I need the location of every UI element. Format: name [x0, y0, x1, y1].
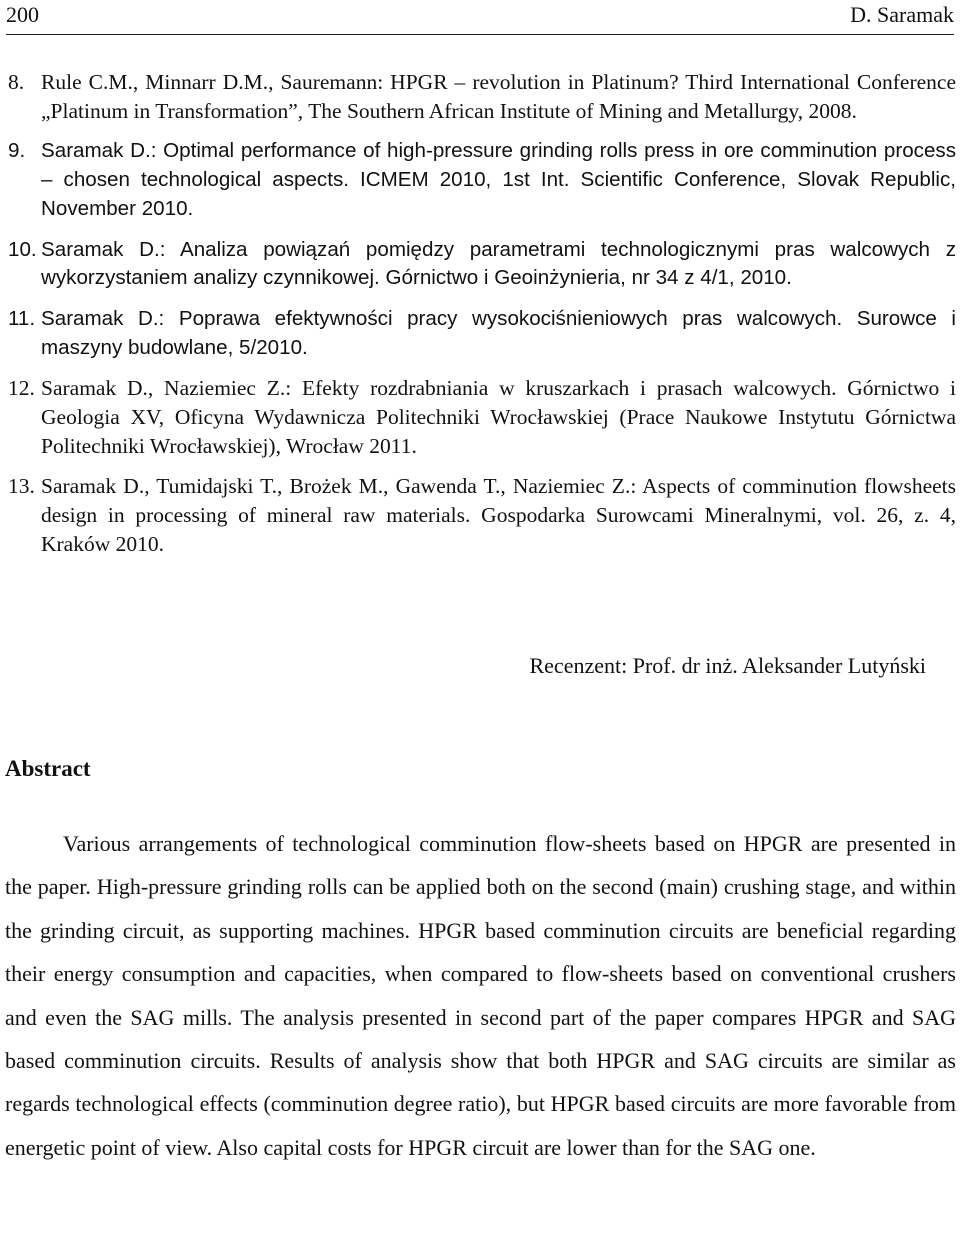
reviewer-line: Recenzent: Prof. dr inż. Aleksander Lutyński	[529, 653, 926, 678]
reference-text: Saramak D.: Poprawa efektywności pracy wysokociśnieniowych pras walcowych. Surowce i maszyny budowlane, 5/2010.	[41, 306, 956, 359]
reference-item-11	[8, 305, 956, 362]
reference-text: Rule C.M., Minnarr D.M., Sauremann: HPGR – revolution in Platinum? Third International Conference „Platinum in Transformation”, The Southern African Institute of Mining and Metallurgy, 2008.	[41, 70, 956, 123]
reference-number: 10.	[8, 237, 37, 261]
reference-number: 8.	[8, 70, 25, 94]
reference-list	[8, 68, 956, 571]
page-number: 200	[6, 2, 39, 27]
reference-number: 12.	[8, 376, 35, 401]
reference-number: 11.	[8, 306, 36, 330]
abstract-heading: Abstract	[5, 756, 91, 781]
reference-item-9	[8, 137, 956, 223]
reference-text: Saramak D., Naziemiec Z.: Efekty rozdrabniania w kruszarkach i prasach walcowych. Górnictwo i Geologia XV, Oficyna Wydawnicza Politechniki Wrocławskiej (Prace Naukowe Instytutu Górnictwa Politechniki Wrocławskiej), Wrocław 2011.	[41, 376, 956, 458]
reference-number: 13.	[8, 474, 35, 499]
reference-item-13	[8, 472, 956, 558]
reference-item-8	[8, 68, 956, 125]
reference-text: Saramak D., Tumidajski T., Brożek M., Gawenda T., Naziemiec Z.: Aspects of comminution flowsheets design in processing of mineral raw materials. Gospodarka Surowcami Mineralnymi, vol. 26, z. 4, Kraków 2010.	[41, 474, 956, 556]
reference-text: Saramak D.: Optimal performance of high-pressure grinding rolls press in ore comminution process – chosen technological aspects. ICMEM 2010, 1st Int. Scientific Conference, Slovak Republic, November 2010.	[41, 139, 956, 220]
running-head: D. Saramak	[850, 2, 954, 27]
page-header	[6, 0, 954, 35]
reference-text: Saramak D.: Analiza powiązań pomiędzy parametrami technologicznymi pras walcowych z wykorzystaniem analizy czynnikowej. Górnictwo i Geoinżynieria, nr 34 z 4/1, 2010.	[41, 237, 956, 290]
reference-item-10	[8, 236, 956, 293]
reference-item-12	[8, 374, 956, 460]
reference-number: 9.	[8, 139, 26, 163]
abstract-body: Various arrangements of technological comminution flow-sheets based on HPGR are presented in the paper. High-pressure grinding rolls can be applied both on the second (main) crushing stage, and within the grinding circuit, as supporting machines. HPGR based comminution circuits are beneficial regarding their energy consumption and capacities, when compared to flow-sheets based on conventional crushers and even the SAG mills. The analysis presented in second part of the paper compares HPGR and SAG based comminution circuits. Results of analysis show that both HPGR and SAG circuits are similar as regards technological effects (comminution degree ratio), but HPGR based circuits are more favorable from energetic point of view. Also capital costs for HPGR circuit are lower than for the SAG one.	[5, 831, 956, 1160]
